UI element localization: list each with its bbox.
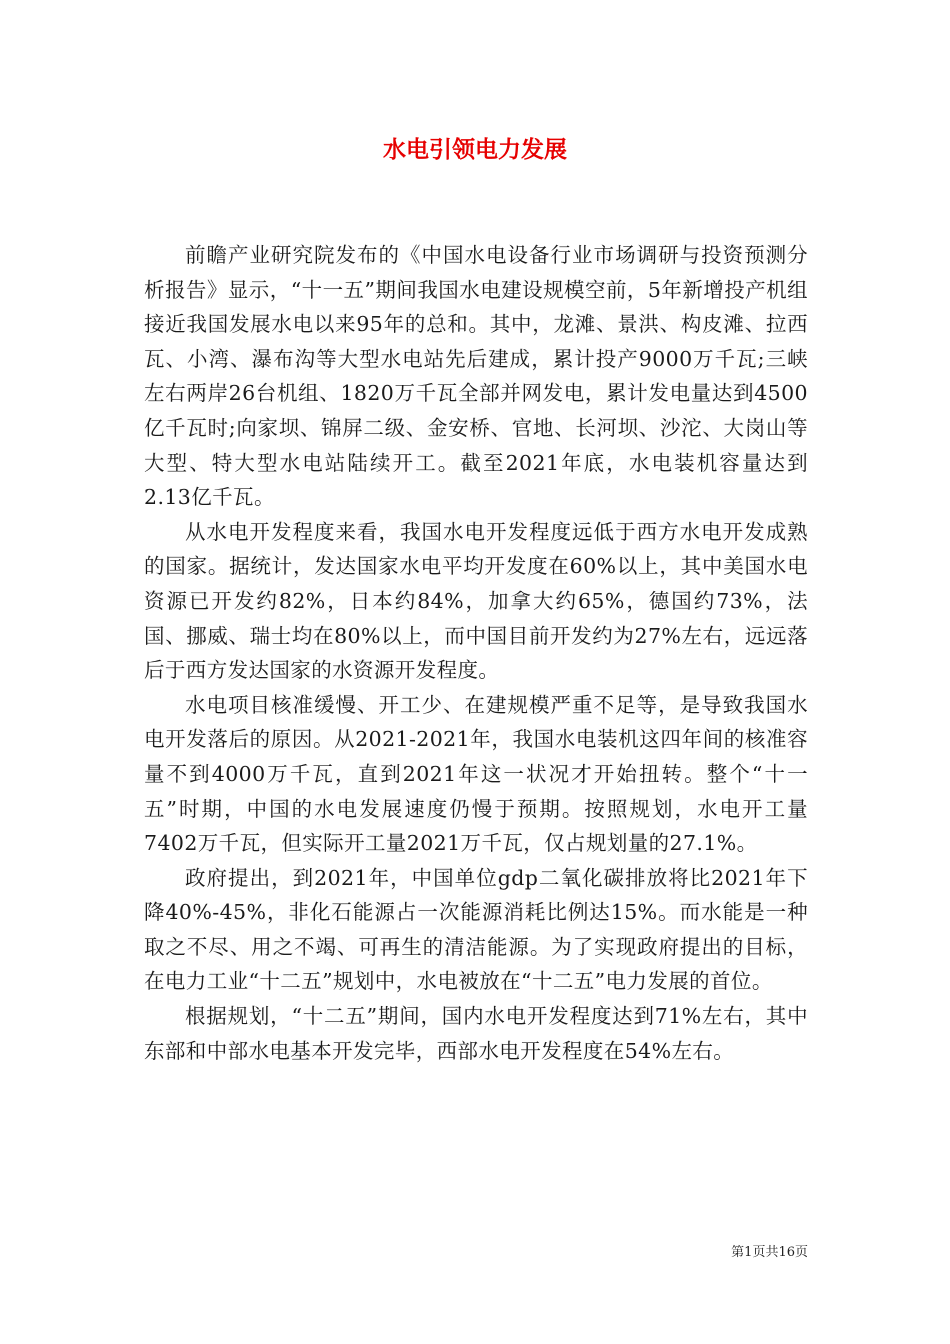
paragraph-3: 水电项目核准缓慢、开工少、在建规模严重不足等，是导致我国水电开发落后的原因。从2021-2021年，我国水电装机这四年间的核准容量不到4000万千瓦，直到2021年这一状况才开始扭转。整个“十一五”时期，中国的水电发展速度仍慢于预期。按照规划，水电开工量7402万千瓦，但实际开工量2021万千瓦，仅占规划量的27.1%。 [144,692,808,856]
paragraph-5: 根据规划，“十二五”期间，国内水电开发程度达到71%左右，其中东部和中部水电基本开发完毕，西部水电开发程度在54%左右。 [144,1004,808,1063]
document-title: 水电引领电力发展 [383,136,567,163]
paragraph-4: 政府提出，到2021年，中国单位gdp二氧化碳排放将比2021年下降40%-45%，非化石能源占一次能源消耗比例达15%。而水能是一种取之不尽、用之不竭、可再生的清洁能源。为了实现政府提出的目标，在电力工业“十二五”规划中，水电被放在“十二五”电力发展的首位。 [144,865,808,994]
page-number: 第1页共16页 [731,1245,808,1260]
paragraph-1: 前瞻产业研究院发布的《中国水电设备行业市场调研与投资预测分析报告》显示，“十一五”期间我国水电建设规模空前，5年新增投产机组接近我国发展水电以来95年的总和。其中，龙滩、景洪、构皮滩、拉西瓦、小湾、瀑布沟等大型水电站先后建成，累计投产9000万千瓦;三峡左右两岸26台机组、1820万千瓦全部并网发电，累计发电量达到4500亿千瓦时;向家坝、锦屏二级、金安桥、官地、长河坝、沙沱、大岗山等大型、特大型水电站陆续开工。截至2021年底，水电装机容量达到2.13亿千瓦。 [144,243,808,510]
document-body [144,238,808,1068]
paragraph-2: 从水电开发程度来看，我国水电开发程度远低于西方水电开发成熟的国家。据统计，发达国家水电平均开发度在60%以上，其中美国水电资源已开发约82%，日本约84%，加拿大约65%，德国约73%，法国、挪威、瑞士均在80%以上，而中国目前开发约为27%左右，远远落后于西方发达国家的水资源开发程度。 [144,519,808,683]
